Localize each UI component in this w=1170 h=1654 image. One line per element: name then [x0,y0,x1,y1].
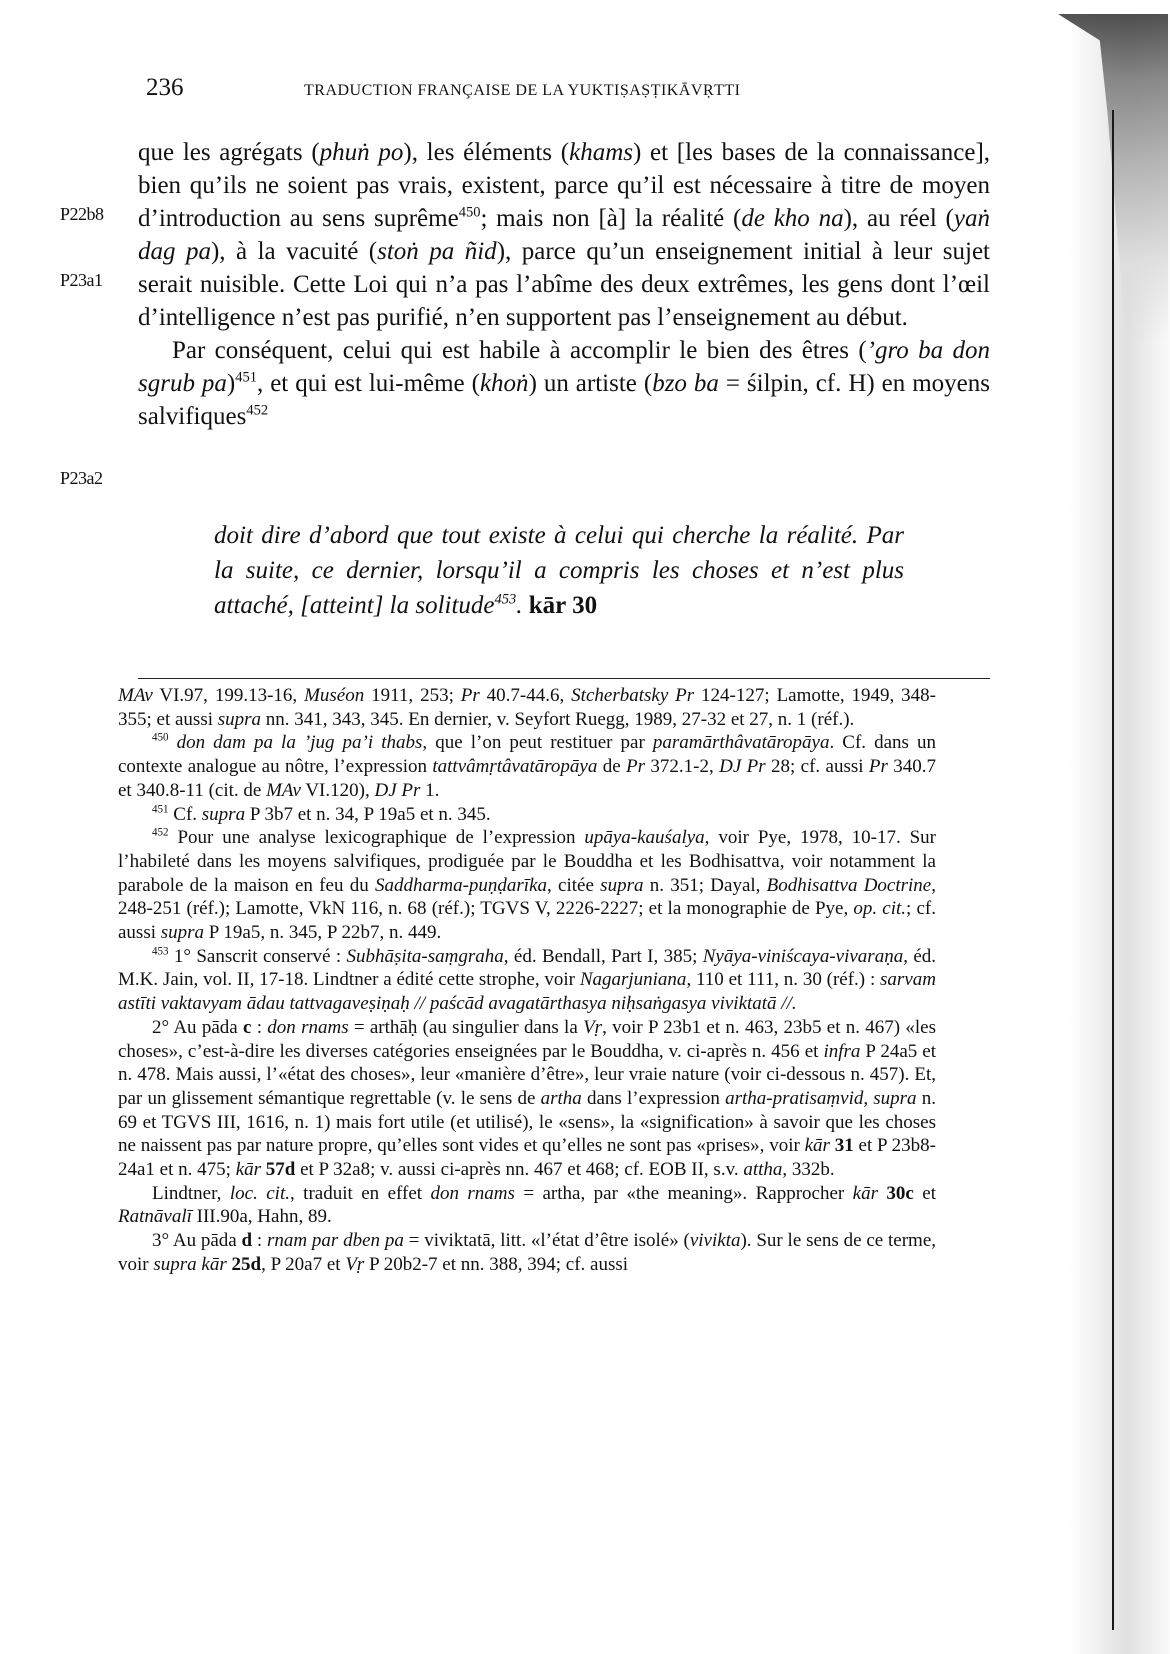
paragraph: Par conséquent, celui qui est habile à accomplir le bien des êtres (’gro ba don sgrub pa)$^{451}$, et qui est lui-même (khoṅ) un artiste (bzo ba = śilpin, cf. H) en moyens salvifiques$^{452}$ [138,337,990,430]
running-title: TRADUCTION FRANÇAISE DE LA YUKTIṢAṢṬIKĀVṚTTI [304,82,741,99]
verse-reference: kār 30 [528,592,598,619]
footnote-ref: 451 [235,369,257,386]
margin-ref: P23a1 [60,270,103,290]
footnote-453-part2: 2° Au pāda c : don rnams = arthāḥ (au singulier dans la Vṛ, voir P 23b1 et n. 463, 23b5 et n. 467) «les choses», c’est-à-dire les diverses catégories enseignées par le Bouddha, v. ci-après n. 456 et infra P 24a5 et n. 478. Mais aussi, l’«état des choses», leur «manière d’être», leur vraie nature (voir ci-dessous n. 457). Et, par un glissement sémantique regrettable (v. le sens de artha dans l’expression artha-pratisaṃvid, supra n. 69 et TGVS III, 1616, n. 1) mais fort utile (et utilisé), le «sens», la «signification» à savoir que les choses ne naissent pas par nature propre, qu’elles sont vides et qu’elles ne sont pas «prises», voir kār 31 et P 23b8-24a1 et n. 475; kār 57d et P 32a8; v. aussi ci-après nn. 467 et 468; cf. EOB II, s.v. attha, 332b. [118,1016,937,1181]
footnote-453-lindtner: Lindtner, loc. cit., traduit en effet don rnams = artha, par «the meaning». Rapprocher kār 30c et Ratnāvalī III.90a, Hahn, 89. [118,1182,937,1228]
footnote-450: $^{450}$ don dam pa la ’jug pa’i thabs, que l’on peut restituer par paramārthâvatāropāya. Cf. dans un contexte analogue au nôtre, l’expression tattvâmṛtâvatāropāya de Pr 372.1-2, DJ Pr 28; cf. aussi Pr 340.7 et 340.8-11 (cit. de MAv VI.120), DJ Pr 1. [118,732,937,801]
scan-edge-line [1112,110,1114,1630]
footnote-451: $^{451}$ Cf. supra P 3b7 et n. 34, P 19a5 et n. 345. [152,803,491,825]
paragraph: que les agrégats (phuṅ po), les éléments (khams) et [les bases de la connaissance], bien qu’ils ne soient pas vrais, existent, parce qu’il est nécessaire à titre de moyen d’introduction au sens suprême$^{450}$; mais non [à] la réalité (de kho na), au réel (yaṅ dag pa), à la vacuité (stoṅ pa ñid), parce qu’un enseignement initial à leur sujet serait nuisible. Cette Loi qui n’a pas l’abîme des deux extrêmes, les gens dont l’œil d’intelligence n’est pas purifié, n’en supportent pas l’enseignement au début. [138,139,991,331]
margin-ref: P22b8 [60,204,104,224]
footnote-ref: 450 [458,204,481,221]
footnote-ref: 453 [494,591,517,608]
footnote-continuation: MAv VI.97, 199.13-16, Muséon 1911, 253; Pr 40.7-44.6, Stcherbatsky Pr 124-127; Lamotte, 1949, 348-355; et aussi supra nn. 341, 343, 345. En dernier, v. Seyfort Ruegg, 1989, 27-32 et 27, n. 1 (réf.). [118,685,937,730]
page-number: 236 [146,74,184,101]
footnote-452: $^{452}$ Pour une analyse lexicographique de l’expression upāya-kauśalya, voir Pye, 1978, 10-17. Sur l’habileté dans les moyens salvifiques, prodiguée par le Bouddha et les Bodhisattva, voir notamment la parabole de la maison en feu du Saddharma-puṇḍarīka, citée supra n. 351; Dayal, Bodhisattva Doctrine, 248-251 (réf.); Lamotte, VkN 116, n. 68 (réf.); TGVS V, 2226-2227; et la monographie de Pye, op. cit.; cf. aussi supra P 19a5, n. 345, P 22b7, n. 449. [118,826,937,944]
verse-quote: doit dire d’abord que tout existe à celui qui cherche la réalité. Par la suite, ce dernier, lorsqu’il a compris les choses et n’est plus attaché, [atteint] la solitude$^{453}$. kār 30 [214,522,904,619]
footnote-separator [138,678,990,679]
footnote-453: $^{453}$ 1° Sanscrit conservé : Subhāṣita-saṃgraha, éd. Bendall, Part I, 385; Nyāya-viniścaya-vivaraṇa, éd. M.K. Jain, vol. II, 17-18. Lindtner a édité cette strophe, voir Nagarjuniana, 110 et 111, n. 30 (réf.) : sarvam astīti vaktavyam ādau tattvagaveṣiṇaḥ // paścād avagatārthasya niḥsaṅgasya viviktatā //. [118,945,937,1015]
running-header [146,72,866,112]
margin-ref: P23a2 [60,468,103,488]
main-text [138,136,990,433]
footnote-ref: 452 [246,402,269,419]
footnote-453-part3: 3° Au pāda d : rnam par dben pa = viviktatā, litt. «l’état d’être isolé» (vivikta). Sur le sens de ce terme, voir supra kār 25d, P 20a7 et Vṛ P 20b2-7 et nn. 388, 394; cf. aussi [118,1230,936,1275]
footnotes [118,684,936,1277]
